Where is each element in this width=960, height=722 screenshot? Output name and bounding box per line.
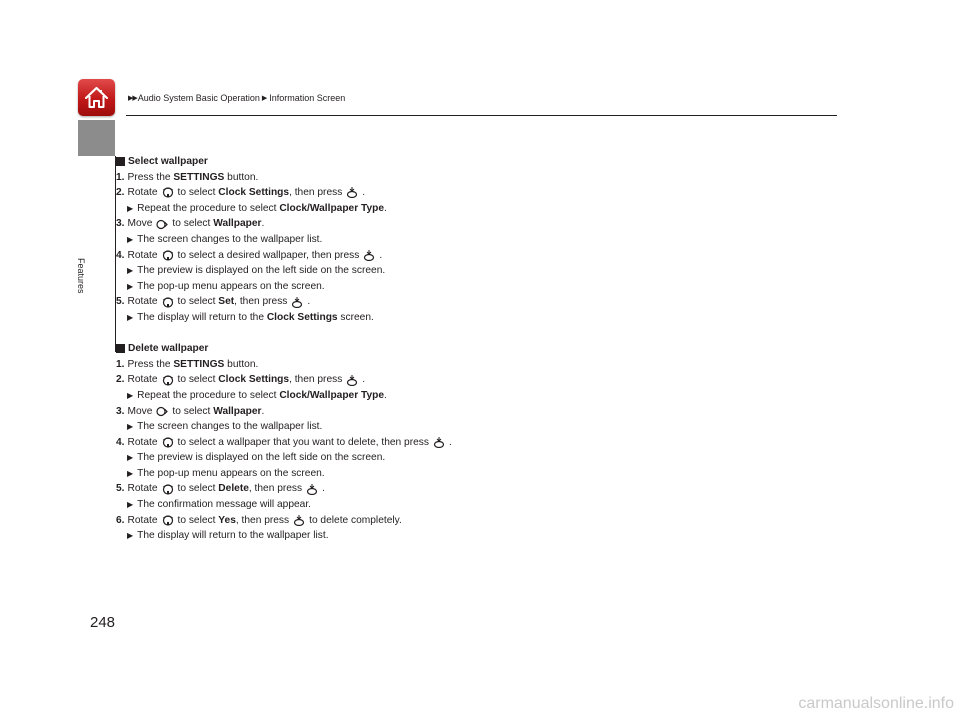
breadcrumb-arrow-icon: ▶▶ — [128, 95, 137, 102]
step-4: 4. Rotate to select a wallpaper that you want to delete, then press . — [116, 436, 452, 448]
interface-dial-icon — [162, 375, 174, 386]
step-5: 5. Rotate to select Set , then press . — [116, 296, 311, 308]
interface-dial-icon — [162, 250, 174, 261]
step-5-result: ▶ The confirmation message will appear. — [116, 497, 452, 513]
step-arrow-icon: ▶ — [127, 531, 134, 541]
move-dial-icon — [156, 406, 168, 417]
enter-press-icon — [433, 437, 445, 448]
interface-dial-icon — [162, 297, 174, 308]
step-arrow-icon: ▶ — [127, 203, 134, 213]
breadcrumb-item[interactable]: Information Screen — [269, 93, 346, 103]
watermark: carmanualsonline.info — [798, 695, 954, 712]
step-2: 2. Rotate to select Clock Settings , then press . — [116, 187, 366, 199]
section-label: Features — [76, 258, 86, 294]
step-4-result: ▶ The pop-up menu appears on the screen. — [116, 279, 452, 295]
enter-press-icon — [363, 250, 375, 261]
page-number: 248 — [90, 614, 116, 631]
step-3-result: ▶ The screen changes to the wallpaper list. — [116, 419, 452, 435]
interface-dial-icon — [162, 515, 174, 526]
step-2-result: ▶ Repeat the procedure to select Clock/Wallpaper Type . — [116, 201, 452, 217]
step-arrow-icon: ▶ — [127, 500, 134, 510]
breadcrumb — [128, 93, 345, 103]
step-3: 3. Move to select Wallpaper . — [116, 405, 265, 417]
move-dial-icon — [156, 219, 168, 230]
interface-dial-icon — [162, 187, 174, 198]
select-wallpaper-section — [116, 154, 452, 326]
step-4-result: ▶ The preview is displayed on the left side on the screen. — [116, 450, 452, 466]
step-3-result: ▶ The screen changes to the wallpaper list. — [116, 232, 452, 248]
enter-press-icon — [306, 484, 318, 495]
step-3: 3. Move to select Wallpaper . — [116, 218, 265, 230]
section-tab — [78, 120, 115, 156]
section-heading: Delete wallpaper — [116, 341, 452, 357]
interface-dial-icon — [162, 437, 174, 448]
step-2: 2. Rotate to select Clock Settings , then press . — [116, 374, 366, 386]
step-arrow-icon: ▶ — [127, 266, 134, 276]
bullet-square-icon — [116, 344, 125, 353]
step-6: 6. Rotate to select Yes , then press to delete completely. — [116, 514, 402, 526]
step-arrow-icon: ▶ — [127, 453, 134, 463]
breadcrumb-arrow-icon: ▶ — [261, 95, 268, 102]
step-arrow-icon: ▶ — [127, 468, 134, 478]
bullet-square-icon — [116, 157, 125, 166]
step-arrow-icon: ▶ — [127, 281, 134, 291]
home-button[interactable] — [78, 79, 115, 116]
step-5: 5. Rotate to select Delete , then press . — [116, 483, 325, 495]
enter-press-icon — [346, 187, 358, 198]
step-1: 1. Press the SETTINGS button. — [116, 171, 259, 183]
step-4: 4. Rotate to select a desired wallpaper, then press . — [116, 249, 383, 261]
step-arrow-icon: ▶ — [127, 422, 134, 432]
enter-press-icon — [346, 375, 358, 386]
step-4-result: ▶ The pop-up menu appears on the screen. — [116, 466, 452, 482]
step-6-result: ▶ The display will return to the wallpaper list. — [116, 528, 452, 544]
delete-wallpaper-section — [116, 341, 452, 544]
breadcrumb-item[interactable]: Audio System Basic Operation — [137, 93, 260, 103]
enter-press-icon — [293, 515, 305, 526]
step-2-result: ▶ Repeat the procedure to select Clock/Wallpaper Type . — [116, 388, 452, 404]
step-arrow-icon: ▶ — [127, 312, 134, 322]
enter-press-icon — [291, 297, 303, 308]
main-content — [116, 154, 452, 559]
interface-dial-icon — [162, 484, 174, 495]
step-arrow-icon: ▶ — [127, 234, 134, 244]
step-arrow-icon: ▶ — [127, 390, 134, 400]
section-heading: Select wallpaper — [116, 154, 452, 170]
step-1: 1. Press the SETTINGS button. — [116, 358, 259, 370]
step-5-result: ▶ The display will return to the Clock Settings screen. — [116, 310, 452, 326]
step-4-result: ▶ The preview is displayed on the left side on the screen. — [116, 263, 452, 279]
header-rule — [126, 115, 837, 116]
home-icon — [83, 84, 110, 111]
